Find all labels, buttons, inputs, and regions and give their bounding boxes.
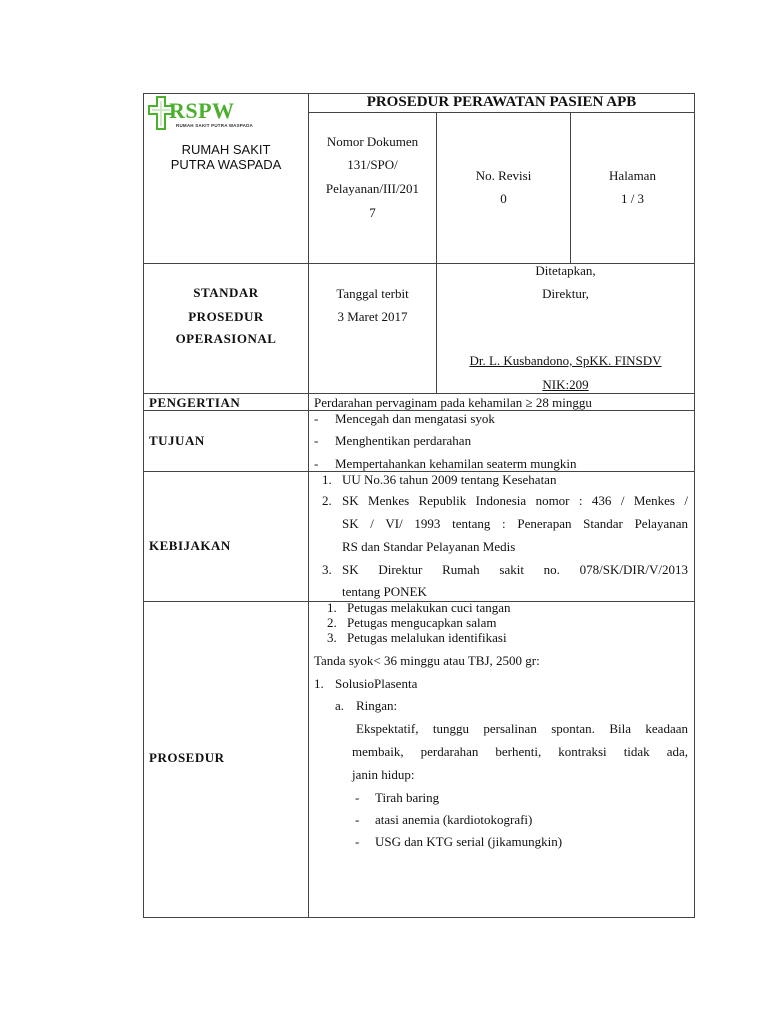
section-title-solusio: SolusioPlasenta [335, 676, 418, 691]
bullet-item-3: USG dan KTG serial (jikamungkin) [375, 834, 563, 849]
ringan-paragraph-line3: janin hidup: [352, 767, 415, 782]
document-number-line1: 131/SPO/ [347, 157, 398, 172]
page-label: Halaman [609, 168, 656, 183]
document-number-line2: Pelayanan/III/201 [325, 181, 420, 196]
bullet-dash-3: - [355, 834, 360, 849]
tujuan-item-1: Mencegah dan mengatasi syok [335, 411, 495, 426]
page-title: PROSEDUR PERAWATAN PASIEN APB [366, 94, 637, 110]
director-title: Direktur, [542, 286, 589, 301]
director-name: Dr. L. Kusbandono, SpKK. FINSDV [469, 353, 662, 368]
prosedur-label: PROSEDUR [149, 750, 225, 765]
tujuan-label: TUJUAN [149, 433, 205, 448]
prosedur-step-number-1: 1. [327, 600, 337, 615]
shock-note: Tanda syok< 36 minggu atau TBJ, 2500 gr: [314, 653, 540, 668]
table-left-border [143, 93, 144, 918]
document-number-line3: 7 [369, 205, 376, 220]
row-border-pengertian [143, 393, 695, 394]
tujuan-dash-1: - [314, 411, 319, 426]
bullet-item-1: Tirah baring [375, 790, 440, 805]
subsection-title-ringan: Ringan: [356, 698, 398, 713]
tujuan-item-2: Menghentikan perdarahan [335, 433, 472, 448]
prosedur-step-number-2: 2. [327, 615, 337, 630]
prosedur-step-number-3: 3. [327, 630, 337, 645]
pengertian-label: PENGERTIAN [149, 395, 241, 410]
section-number-1: 1. [314, 676, 324, 691]
column-divider-rev [570, 112, 571, 263]
bullet-dash-2: - [355, 812, 360, 827]
table-right-border [694, 93, 695, 918]
kebijakan-number-1: 1. [322, 472, 332, 487]
tujuan-item-3: Mempertahankan kehamilan seaterm mungkin [335, 456, 577, 471]
kebijakan-item-2-line2: SK / VI/ 1993 tentang : Penerapan Standar Pelayanan [342, 516, 688, 531]
kebijakan-item-3-line2: tentang PONEK [342, 584, 427, 599]
bullet-item-2: atasi anemia (kardiotokografi) [375, 812, 533, 827]
kebijakan-item-2-line3: RS dan Standar Pelayanan Medis [342, 539, 516, 554]
sop-title-line2: PROSEDUR [188, 309, 264, 324]
prosedur-step-2: Petugas mengucapkan salam [347, 615, 497, 630]
ringan-paragraph-line1: Ekspektatif, tunggu persalinan spontan. Bila keadaan [356, 721, 688, 736]
pengertian-text: Perdarahan pervaginam pada kehamilan ≥ 28 minggu [314, 395, 592, 410]
logo-subtext: RUMAH SAKIT PUTRA WASPADA [176, 123, 253, 128]
table-bottom-border [143, 917, 695, 918]
kebijakan-label: KEBIJAKAN [149, 538, 231, 553]
logo-text: RSPW [169, 98, 235, 123]
bullet-dash-1: - [355, 790, 360, 805]
set-by-label: Ditetapkan, [535, 263, 596, 278]
tujuan-dash-3: - [314, 456, 319, 471]
page-value: 1 / 3 [620, 191, 645, 206]
ringan-paragraph-line2: membaik, perdarahan berhenti, kontraksi tidak ada, [352, 744, 688, 759]
tujuan-dash-2: - [314, 433, 319, 448]
issue-date-value: 3 Maret 2017 [337, 309, 408, 324]
revision-value: 0 [500, 191, 507, 206]
hospital-logo [148, 96, 258, 132]
director-nik: NIK:209 [542, 377, 589, 392]
kebijakan-item-1: UU No.36 tahun 2009 tentang Kesehatan [342, 472, 557, 487]
prosedur-step-3: Petugas melalukan identifikasi [347, 630, 507, 645]
hospital-name-line1: RUMAH SAKIT [181, 142, 271, 157]
column-divider-doc [436, 112, 437, 393]
issue-date-label: Tanggal terbit [336, 286, 409, 301]
kebijakan-number-2: 2. [322, 493, 332, 508]
sop-title-line3: OPERASIONAL [175, 331, 277, 346]
sop-title-line1: STANDAR [193, 285, 259, 300]
revision-label: No. Revisi [475, 168, 532, 183]
prosedur-step-1: Petugas melakukan cuci tangan [347, 600, 511, 615]
hospital-name-line2: PUTRA WASPADA [170, 157, 282, 172]
kebijakan-number-3: 3. [322, 562, 332, 577]
kebijakan-item-2-line1: SK Menkes Republik Indonesia nomor : 436 / Menkes / [342, 493, 688, 508]
title-underline [308, 112, 695, 113]
subsection-letter-a: a. [335, 698, 345, 713]
document-number-label: Nomor Dokumen [326, 134, 419, 149]
kebijakan-item-3-line1: SK Direktur Rumah sakit no. 078/SK/DIR/V/2013 [342, 562, 688, 577]
